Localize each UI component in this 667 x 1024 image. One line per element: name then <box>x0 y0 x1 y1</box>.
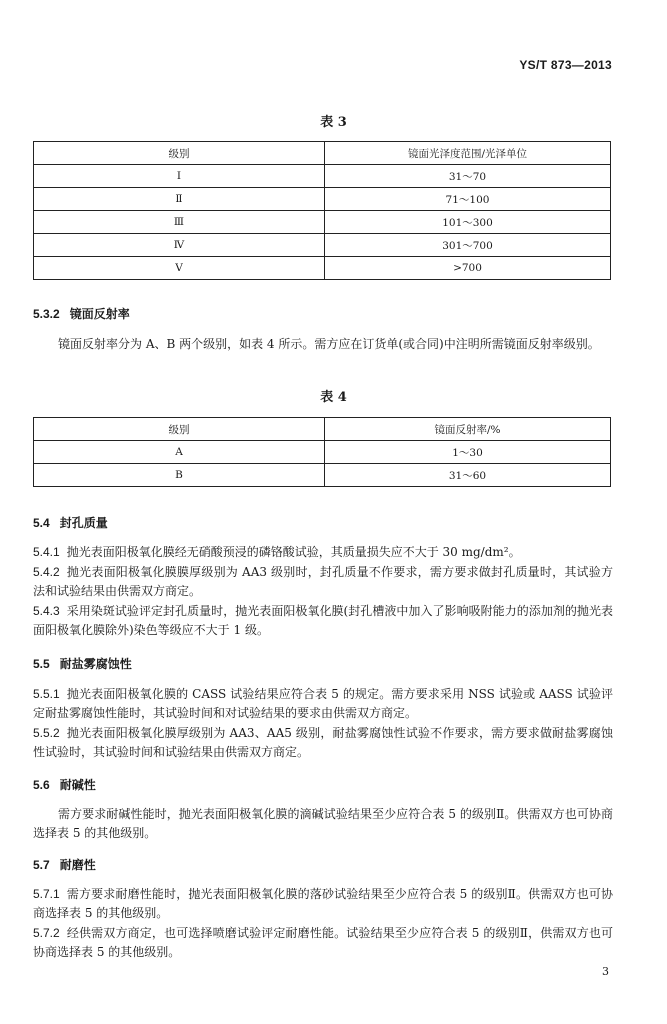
section-title: 耐盐雾腐蚀性 <box>59 657 132 671</box>
section-5-7-2-text <box>33 924 613 962</box>
section-5-7-1-text <box>33 885 613 923</box>
clause-text: 经供需双方商定，也可选择喷磨试验评定耐磨性能。试验结果至少应符合表 5 的级别Ⅱ，供需双方也可协商选择表 5 的其他级别。 <box>33 926 613 959</box>
section-number: 5.4 <box>33 516 50 530</box>
table-header-cell: 级别 <box>34 142 325 165</box>
section-5-6-heading <box>33 776 96 793</box>
clause-text: 抛光表面阳极氧化膜厚级别为 AA3、AA5 级别，耐盐雾腐蚀性试验不作要求，需方要求做耐盐雾腐蚀性试验时，其试验时间和试验结果由供需双方商定。 <box>33 726 613 759</box>
section-number: 5.6 <box>33 778 50 792</box>
section-5-5-1-text <box>33 685 613 723</box>
table-row <box>34 441 611 464</box>
table-row <box>34 257 611 280</box>
table-row <box>34 234 611 257</box>
clause-number: 5.5.1 <box>33 687 60 701</box>
table-row <box>34 188 611 211</box>
section-title: 镜面反射率 <box>69 307 130 321</box>
table-cell: 1～30 <box>325 441 611 464</box>
table4-caption: 表 4 <box>320 390 347 405</box>
table3 <box>33 141 611 280</box>
table-header-row <box>34 418 611 441</box>
section-title: 封孔质量 <box>59 516 108 530</box>
clause-text: 抛光表面阳极氧化膜膜厚级别为 AA3 级别时，封孔质量不作要求，需方要求做封孔质量时，其试验方法和试验结果由供需双方商定。 <box>33 565 613 598</box>
table-header-row <box>34 142 611 165</box>
section-5-5-2-text <box>33 724 613 762</box>
table-header-cell: 镜面光泽度范围/光泽单位 <box>325 142 611 165</box>
table-row <box>34 464 611 487</box>
table4 <box>33 417 611 487</box>
section-5-5-heading <box>33 655 132 672</box>
table-cell: A <box>34 441 325 464</box>
section-title: 耐磨性 <box>59 858 96 872</box>
section-title: 耐碱性 <box>59 778 96 792</box>
table-cell: B <box>34 464 325 487</box>
section-5-4-2-text <box>33 563 613 601</box>
clause-number: 5.4.1 <box>33 545 60 559</box>
table-cell: Ⅰ <box>34 165 325 188</box>
clause-number: 5.7.1 <box>33 887 60 901</box>
section-number: 5.7 <box>33 858 50 872</box>
table-row <box>34 165 611 188</box>
section-5-4-1-text <box>33 543 613 562</box>
clause-number: 5.7.2 <box>33 926 60 940</box>
section-5-3-2-heading <box>33 305 130 322</box>
table-cell: 301～700 <box>325 234 611 257</box>
table-cell: Ⅱ <box>34 188 325 211</box>
table-cell: 71～100 <box>325 188 611 211</box>
section-number: 5.3.2 <box>33 307 60 321</box>
table3-caption: 表 3 <box>320 115 347 130</box>
section-number: 5.5 <box>33 657 50 671</box>
section-5-4-heading <box>33 514 108 531</box>
clause-text: 采用染斑试验评定封孔质量时，抛光表面阳极氧化膜(封孔槽液中加入了影响吸附能力的添加剂的抛光表面阳极氧化膜除外)染色等级应不大于 1 级。 <box>33 604 613 637</box>
table-cell: >700 <box>325 257 611 280</box>
clause-number: 5.5.2 <box>33 726 60 740</box>
table-cell: Ⅳ <box>34 234 325 257</box>
section-5-7-heading <box>33 856 96 873</box>
table-cell: 31～60 <box>325 464 611 487</box>
clause-text: 抛光表面阳极氧化膜经无硝酸预浸的磷铬酸试验，其质量损失应不大于 30 mg/dm²。 <box>66 545 521 559</box>
table-cell: Ⅲ <box>34 211 325 234</box>
table-header-cell: 镜面反射率/% <box>325 418 611 441</box>
clause-number: 5.4.3 <box>33 604 60 618</box>
table-cell: 31～70 <box>325 165 611 188</box>
table-cell: 101～300 <box>325 211 611 234</box>
table-header-cell: 级别 <box>34 418 325 441</box>
standard-code: YS/T 873—2013 <box>519 58 612 72</box>
clause-text: 抛光表面阳极氧化膜的 CASS 试验结果应符合表 5 的规定。需方要求采用 NSS 试验或 AASS 试验评定耐盐雾腐蚀性能时，其试验时间和对试验结果的要求由供需双方商定。 <box>33 687 613 720</box>
section-5-3-2-text: 镜面反射率分为 A、B 两个级别，如表 4 所示。需方应在订货单(或合同)中注明所需镜面反射率级别。 <box>58 337 600 351</box>
clause-number: 5.4.2 <box>33 565 60 579</box>
clause-text: 需方要求耐磨性能时，抛光表面阳极氧化膜的落砂试验结果至少应符合表 5 的级别Ⅱ。供需双方也可协商选择表 5 的其他级别。 <box>33 887 613 920</box>
table-row <box>34 211 611 234</box>
section-5-4-3-text <box>33 602 613 640</box>
table-cell: Ⅴ <box>34 257 325 280</box>
page-number: 3 <box>602 965 609 978</box>
section-5-6-text: 需方要求耐碱性能时，抛光表面阳极氧化膜的滴碱试验结果至少应符合表 5 的级别Ⅱ。供需双方也可协商选择表 5 的其他级别。 <box>33 807 613 840</box>
